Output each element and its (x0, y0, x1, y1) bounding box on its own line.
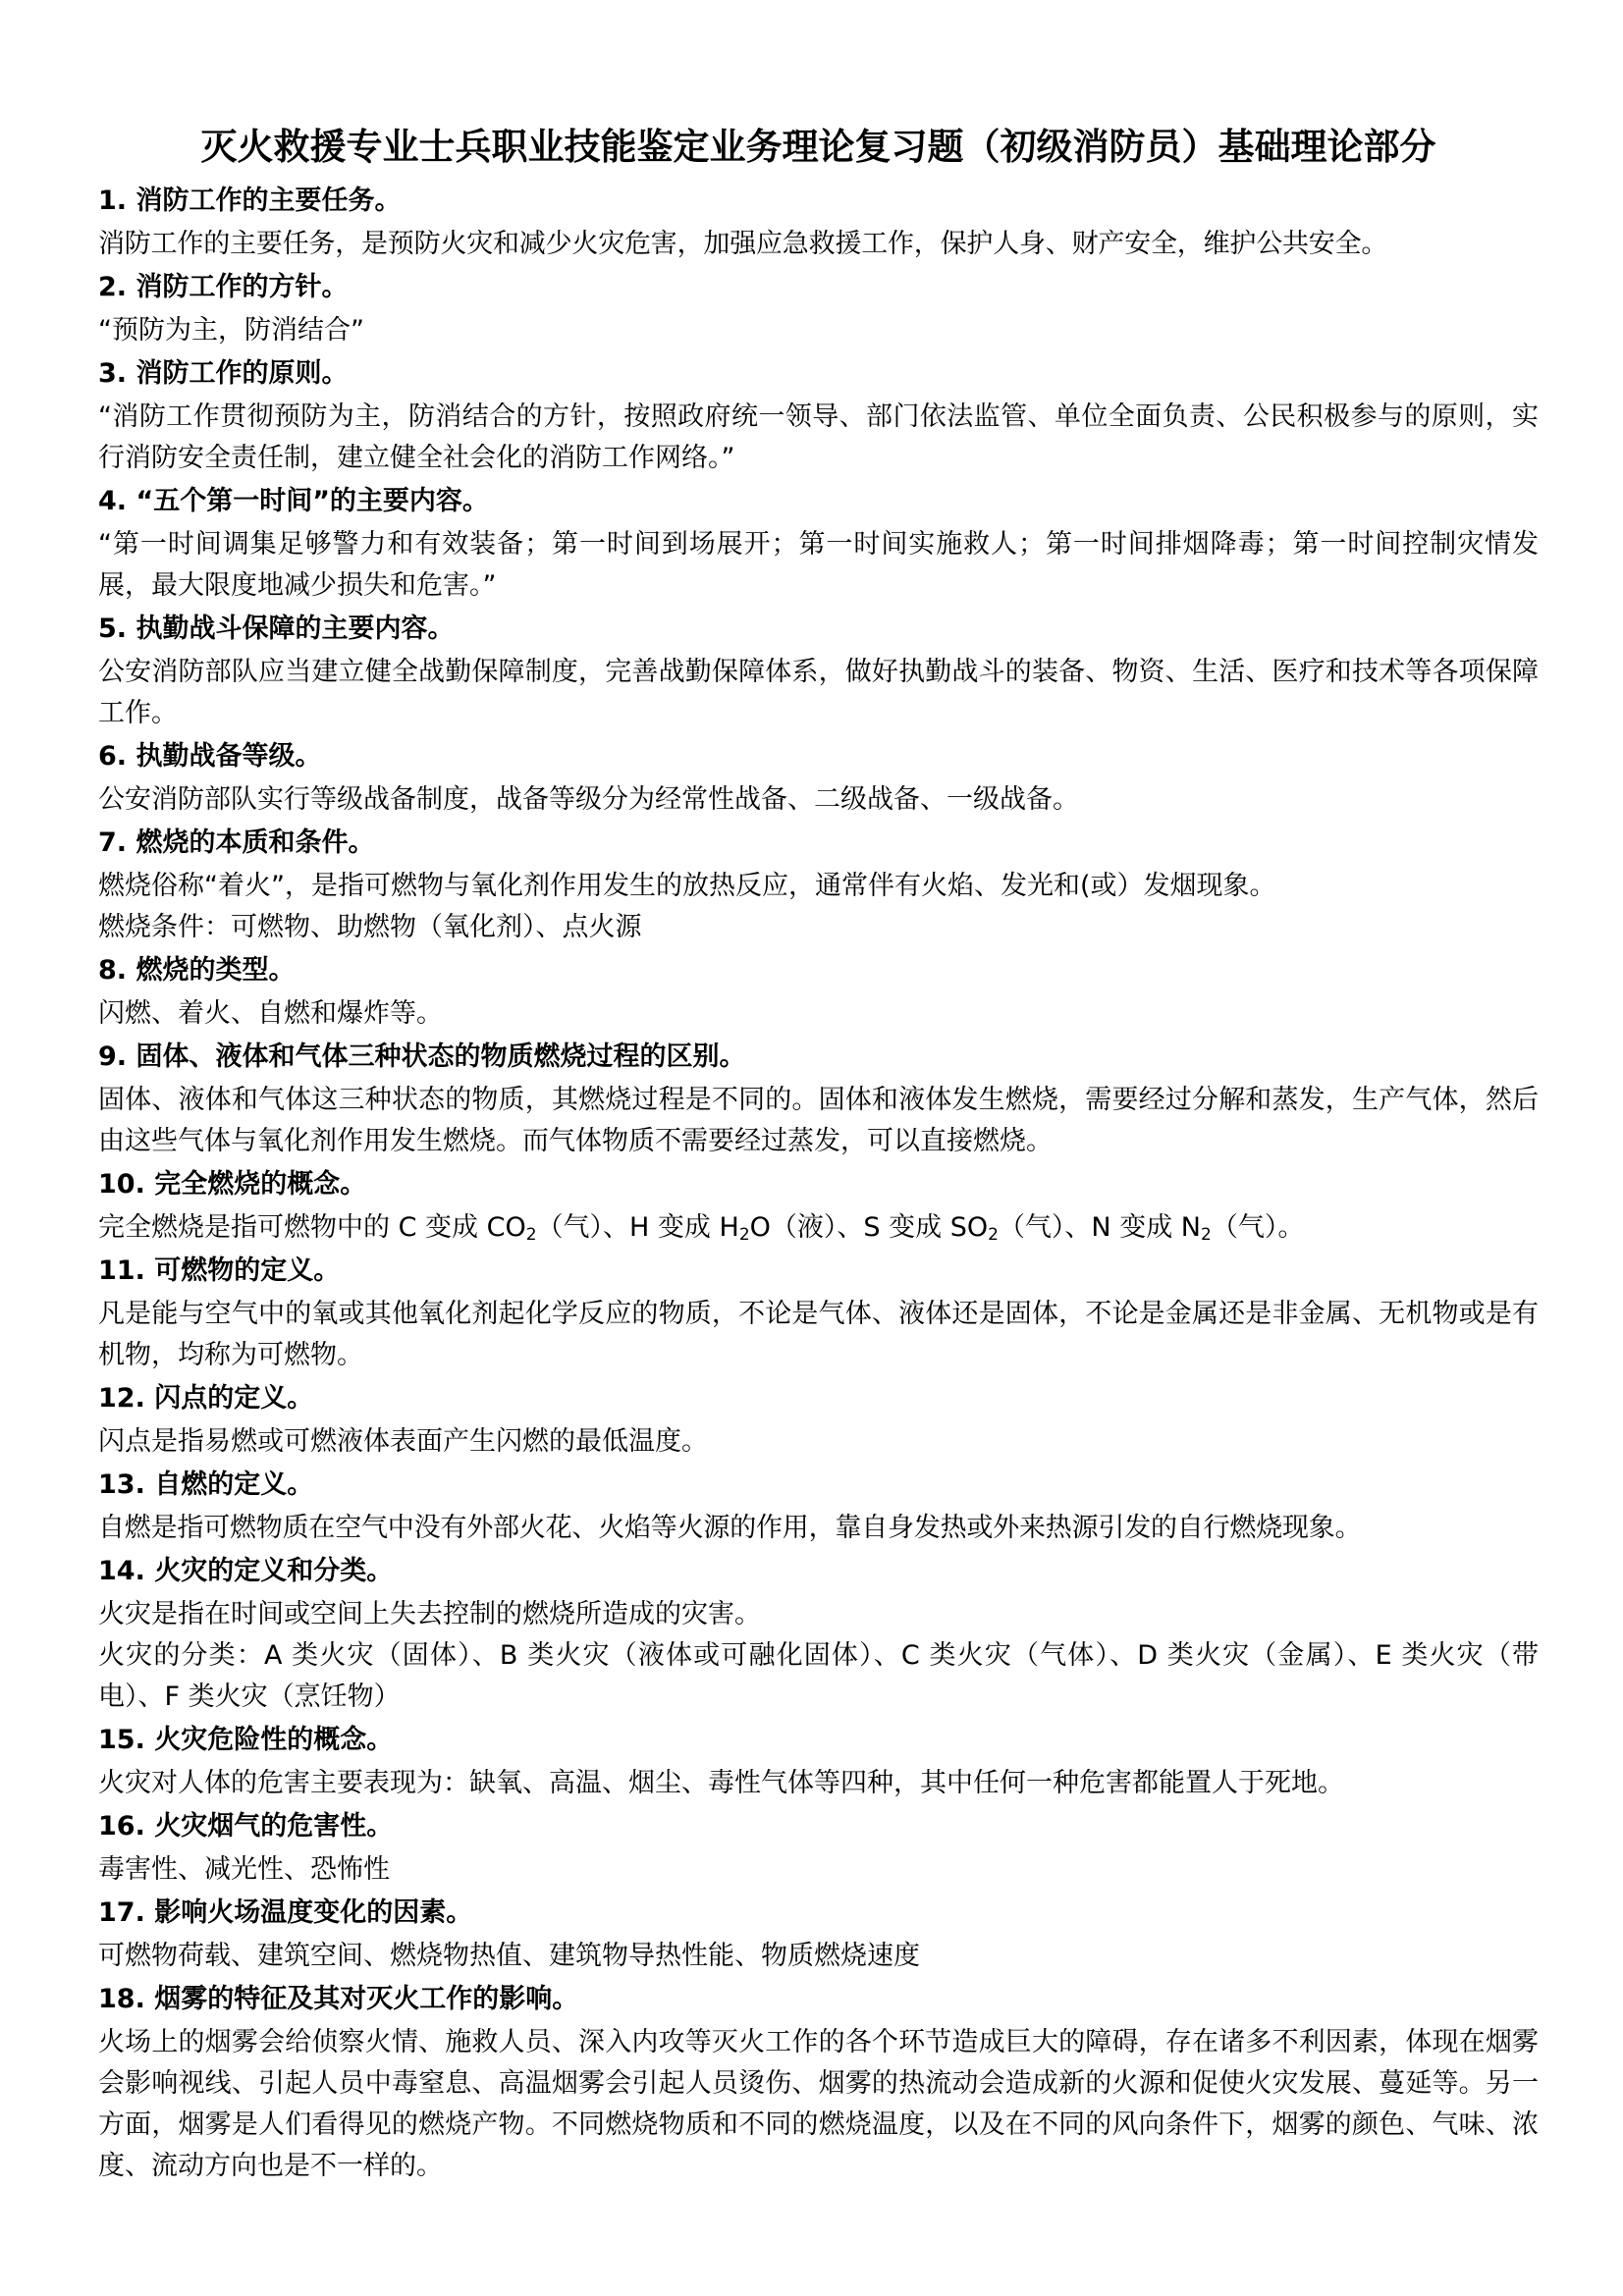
question-heading: 16. 火灾烟气的危害性。 (98, 1811, 394, 1842)
question-heading: 3. 消防工作的原则。 (98, 358, 349, 389)
question-heading: 17. 影响火场温度变化的因素。 (98, 1897, 473, 1928)
subscript: 2 (1201, 1225, 1212, 1245)
answer-text: 燃烧条件：可燃物、助燃物（氧化剂）、点火源 (98, 912, 642, 942)
answer-text: 固体、液体和气体这三种状态的物质，其燃烧过程是不同的。固体和液体发生燃烧，需要经过分解和蒸发，生产气体，然后由这些气体与氧化剂作用发生燃烧。而气体物质不需要经过蒸发，可以直接燃烧。 (98, 1085, 1539, 1156)
question-heading: 18. 烟雾的特征及其对灭火工作的影响。 (98, 1984, 579, 2014)
answer-text-formula (98, 1207, 1539, 1249)
formula-text: （气）、H 变成 H (536, 1212, 739, 1243)
answer-text: 公安消防部队应当建立健全战勤保障制度，完善战勤保障体系，做好执勤战斗的装备、物资、生活、医疗和技术等各项保障工作。 (98, 657, 1539, 728)
formula-text: O（液）、S 变成 SO (749, 1212, 989, 1243)
question-heading: 8. 燃烧的类型。 (98, 955, 296, 986)
subscript: 2 (738, 1225, 750, 1245)
question-heading: 6. 执勤战备等级。 (98, 741, 322, 772)
question-heading: 4. “五个第一时间”的主要内容。 (98, 486, 489, 516)
answer-text: 闪点是指易燃或可燃液体表面产生闪燃的最低温度。 (98, 1426, 708, 1457)
answer-text: 凡是能与空气中的氧或其他氧化剂起化学反应的物质，不论是气体、液体还是固体，不论是金属还是非金属、无机物或是有机物，均称为可燃物。 (98, 1299, 1539, 1370)
question-heading: 1. 消防工作的主要任务。 (98, 186, 402, 216)
answer-text: “预防为主，防消结合” (98, 315, 364, 346)
question-heading: 7. 燃烧的本质和条件。 (98, 828, 375, 858)
question-heading: 5. 执勤战斗保障的主要内容。 (98, 614, 455, 644)
question-heading: 2. 消防工作的方针。 (98, 272, 349, 302)
question-heading: 11. 可燃物的定义。 (98, 1255, 341, 1286)
answer-text: 燃烧俗称“着火”，是指可燃物与氧化剂作用发生的放热反应，通常伴有火焰、发光和(或）发烟现象。 (98, 871, 1276, 901)
answer-text: 公安消防部队实行等级战备制度，战备等级分为经常性战备、二级战备、一级战备。 (98, 784, 1079, 815)
question-heading: 9. 固体、液体和气体三种状态的物质燃烧过程的区别。 (98, 1041, 746, 1072)
formula-text: （气）、N 变成 N (998, 1212, 1201, 1243)
answer-text: 自燃是指可燃物质在空气中没有外部火花、火焰等火源的作用，靠自身发热或外来热源引发的自行燃烧现象。 (98, 1513, 1362, 1543)
subscript: 2 (525, 1225, 537, 1245)
question-heading: 13. 自燃的定义。 (98, 1469, 314, 1500)
answer-text: “第一时间调集足够警力和有效装备；第一时间到场展开；第一时间实施救人；第一时间排烟降毒；第一时间控制灾情发展，最大限度地减少损失和危害。” (98, 529, 1539, 601)
answer-text: 消防工作的主要任务，是预防火灾和减少火灾危害，加强应急救援工作，保护人身、财产安全，维护公共安全。 (98, 229, 1388, 259)
answer-text: “消防工作贯彻预防为主，防消结合的方针，按照政府统一领导、部门依法监管、单位全面负责、公民积极参与的原则，实行消防安全责任制，建立健全社会化的消防工作网络。” (98, 401, 1539, 473)
answer-text: 闪燃、着火、自燃和爆炸等。 (98, 998, 443, 1029)
answer-text: 火灾的分类：A 类火灾（固体）、B 类火灾（液体或可融化固体）、C 类火灾（气体）、D 类火灾（金属）、E 类火灾（带电）、F 类火灾（烹饪物） (98, 1640, 1539, 1712)
formula-text: 完全燃烧是指可燃物中的 C 变成 CO (98, 1212, 526, 1243)
question-heading: 15. 火灾危险性的概念。 (98, 1725, 394, 1755)
question-heading: 10. 完全燃烧的概念。 (98, 1169, 367, 1200)
question-heading: 12. 闪点的定义。 (98, 1383, 314, 1414)
question-heading: 14. 火灾的定义和分类。 (98, 1556, 394, 1586)
subscript: 2 (988, 1225, 999, 1245)
answer-text: 火灾对人体的危害主要表现为：缺氧、高温、烟尘、毒性气体等四种，其中任何一种危害都能置人于死地。 (98, 1768, 1344, 1798)
answer-text: 火场上的烟雾会给侦察火情、施救人员、深入内攻等灭火工作的各个环节造成巨大的障碍，存在诸多不利因素，体现在烟雾会影响视线、引起人员中毒窒息、高温烟雾会引起人员烫伤、烟雾的热流动会造成新的火源和促使火灾发展、蔓延等。另一方面，烟雾是人们看得见的燃烧产物。不同燃烧物质和不同的燃烧温度，以及在不同的风向条件下，烟雾的颜色、气味、浓度、流动方向也是不一样的。 (98, 2027, 1539, 2181)
answer-text: 毒害性、减光性、恐怖性 (98, 1854, 390, 1885)
document-title: 灭火救援专业士兵职业技能鉴定业务理论复习题（初级消防员）基础理论部分 (200, 126, 1436, 168)
answer-text: 可燃物荷载、建筑空间、燃烧物热值、建筑物导热性能、物质燃烧速度 (98, 1941, 920, 1971)
formula-text: （气）。 (1211, 1212, 1305, 1243)
answer-text: 火灾是指在时间或空间上失去控制的燃烧所造成的灾害。 (98, 1599, 761, 1629)
